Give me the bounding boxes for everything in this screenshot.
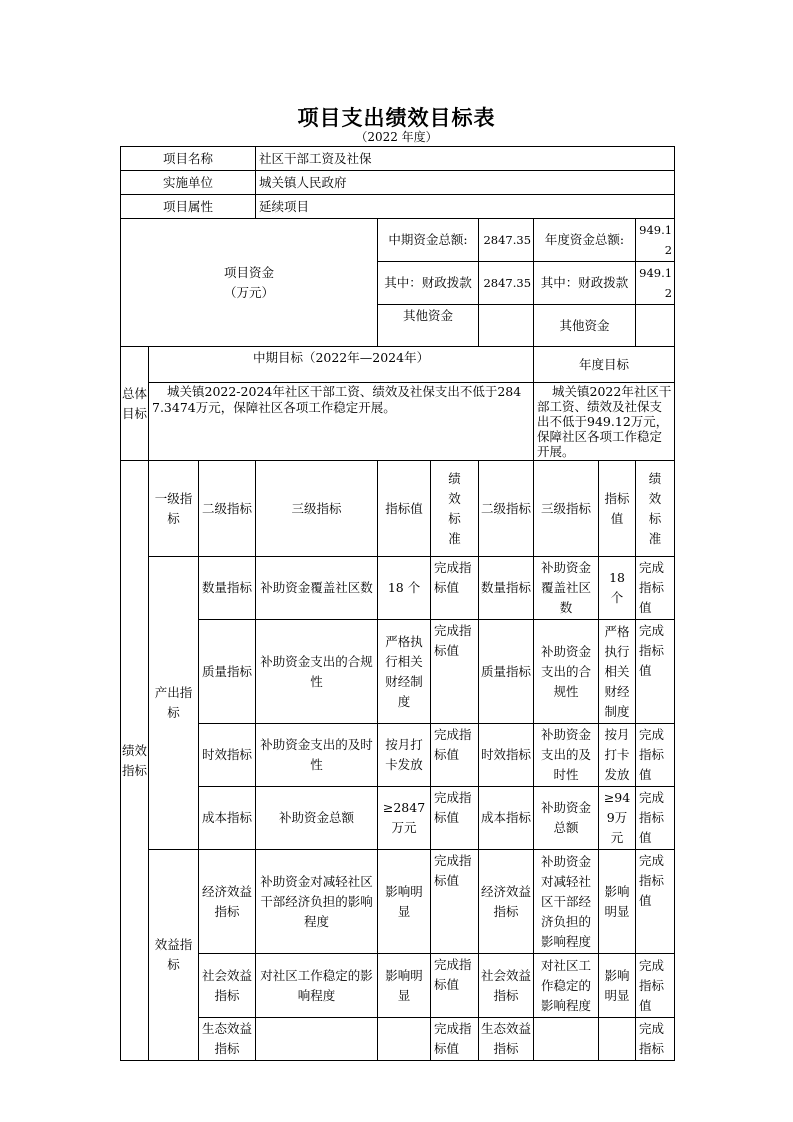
cell-l3-annual: 补助资金支出的合规性 <box>534 620 599 724</box>
cell-value-annual: ≥949万元 <box>599 787 636 850</box>
header-level1: 一级指标 <box>149 461 199 557</box>
annual-other-value <box>636 305 675 347</box>
cell-value: 18 个 <box>378 557 431 620</box>
page-title: 项目支出绩效目标表 <box>297 106 496 130</box>
row-overall-text <box>121 383 675 461</box>
cell-value-annual: 18 个 <box>599 557 636 620</box>
row-funds-total <box>121 219 675 262</box>
cell-standard: 完成指标值 <box>431 724 479 787</box>
cell-standard-annual: 完成指标值 <box>636 954 675 1018</box>
cell-l3: 对社区工作稳定的影响程度 <box>256 954 378 1018</box>
cell-value-annual: 按月打卡发放 <box>599 724 636 787</box>
level1-output: 产出指标 <box>149 557 199 850</box>
attr-label: 项目属性 <box>121 195 256 219</box>
unit-label: 实施单位 <box>121 171 256 195</box>
overall-annual-header: 年度目标 <box>534 347 675 383</box>
cell-l3-annual: 补助资金覆盖社区数 <box>534 557 599 620</box>
row-project-name <box>121 147 675 171</box>
cell-standard-annual: 完成指标值 <box>636 620 675 724</box>
annual-other-label: 其他资金 <box>534 305 636 347</box>
mid-fiscal-value: 2847.35 <box>479 262 534 305</box>
cell-value: 按月打卡发放 <box>378 724 431 787</box>
row-indicator-headers <box>121 461 675 557</box>
cell-l2-annual: 社会效益指标 <box>479 954 534 1018</box>
cell-standard: 完成指标值 <box>431 557 479 620</box>
year-line: （2022 年度） <box>355 130 438 144</box>
cell-value: 影响明显 <box>378 850 431 954</box>
table-row <box>121 850 675 954</box>
cell-standard: 完成指标值 <box>431 850 479 954</box>
cell-standard-annual: 完成指标值 <box>636 724 675 787</box>
cell-l3: 补助资金支出的合规性 <box>256 620 378 724</box>
cell-l3: 补助资金总额 <box>256 787 378 850</box>
cell-l3-annual: 对社区工作稳定的影响程度 <box>534 954 599 1018</box>
cell-standard: 完成指标值 <box>431 1018 479 1061</box>
annual-fiscal-value: 949.12 <box>636 262 675 305</box>
cell-value: 严格执行相关财经制度 <box>378 620 431 724</box>
cell-l2: 时效指标 <box>199 724 256 787</box>
cell-l2-annual: 时效指标 <box>479 724 534 787</box>
overall-mid-header: 中期目标（2022年—2024年） <box>149 347 534 383</box>
annual-fiscal-label: 其中：财政拨款 <box>534 262 636 305</box>
cell-standard-annual: 完成指标值 <box>636 557 675 620</box>
annual-total-label: 年度资金总额: <box>534 219 636 262</box>
cell-l2-annual: 数量指标 <box>479 557 534 620</box>
annual-total-value: 949.12 <box>636 219 675 262</box>
cell-value: ≥2847万元 <box>378 787 431 850</box>
table-row <box>121 954 675 1018</box>
row-project-attribute <box>121 195 675 219</box>
table-row <box>121 620 675 724</box>
table-row <box>121 724 675 787</box>
header-level2-annual: 二级指标 <box>479 461 534 557</box>
overall-label: 总体目标 <box>121 347 149 461</box>
table-row <box>121 787 675 850</box>
level1-benefit: 效益指标 <box>149 850 199 1061</box>
project-name-value: 社区干部工资及社保 <box>256 147 675 171</box>
cell-l2-annual: 成本指标 <box>479 787 534 850</box>
project-name-label: 项目名称 <box>121 147 256 171</box>
table-row <box>121 557 675 620</box>
mid-total-value: 2847.35 <box>479 219 534 262</box>
cell-l2: 数量指标 <box>199 557 256 620</box>
attr-value: 延续项目 <box>256 195 675 219</box>
cell-standard-annual: 完成指标值 <box>636 787 675 850</box>
cell-value-annual <box>599 1018 636 1061</box>
cell-value-annual: 影响明显 <box>599 850 636 954</box>
header-level3-annual: 三级指标 <box>534 461 599 557</box>
mid-fiscal-label: 其中：财政拨款 <box>378 262 479 305</box>
performance-target-table <box>120 146 675 1061</box>
cell-standard: 完成指标值 <box>431 954 479 1018</box>
cell-standard-annual: 完成指标值 <box>636 850 675 954</box>
header-standard-annual: 绩效标准 <box>636 461 675 557</box>
row-overall-header <box>121 347 675 383</box>
cell-l3: 补助资金对减轻社区干部经济负担的影响程度 <box>256 850 378 954</box>
header-value-annual: 指标值 <box>599 461 636 557</box>
header-level3: 三级指标 <box>256 461 378 557</box>
cell-value <box>378 1018 431 1061</box>
cell-l2: 经济效益指标 <box>199 850 256 954</box>
funds-label-line2: （万元） <box>224 284 275 300</box>
cell-l3-annual <box>534 1018 599 1061</box>
cell-l2-annual: 生态效益指标 <box>479 1018 534 1061</box>
header-standard: 绩效标准 <box>431 461 479 557</box>
cell-standard: 完成指标值 <box>431 620 479 724</box>
cell-l2: 生态效益指标 <box>199 1018 256 1061</box>
cell-value-annual: 严格执行相关财经制度 <box>599 620 636 724</box>
mid-other-value <box>479 305 534 347</box>
overall-mid-text: 城关镇2022-2024年社区干部工资、绩效及社保支出不低于2847.3474万元，保障社区各项工作稳定开展。 <box>149 383 534 461</box>
cell-l3: 补助资金覆盖社区数 <box>256 557 378 620</box>
cell-l2-annual: 质量指标 <box>479 620 534 724</box>
cell-standard-annual: 完成指标 <box>636 1018 675 1061</box>
mid-other-label: 其他资金 <box>378 305 479 347</box>
cell-l2: 质量指标 <box>199 620 256 724</box>
funds-label-line1: 项目资金 <box>224 264 275 280</box>
cell-l2: 成本指标 <box>199 787 256 850</box>
row-implementing-unit <box>121 171 675 195</box>
cell-value-annual: 影响明显 <box>599 954 636 1018</box>
cell-value: 影响明显 <box>378 954 431 1018</box>
cell-standard: 完成指标值 <box>431 787 479 850</box>
cell-l3: 补助资金支出的及时性 <box>256 724 378 787</box>
header-level2: 二级指标 <box>199 461 256 557</box>
header-value: 指标值 <box>378 461 431 557</box>
overall-annual-text: 城关镇2022年社区干部工资、绩效及社保支出不低于949.12万元，保障社区各项工作稳定开展。 <box>534 383 675 461</box>
cell-l3-annual: 补助资金对减轻社区干部经济负担的影响程度 <box>534 850 599 954</box>
cell-l3-annual: 补助资金支出的及时性 <box>534 724 599 787</box>
indicators-label: 绩效指标 <box>121 461 149 1061</box>
cell-l3 <box>256 1018 378 1061</box>
mid-total-label: 中期资金总额: <box>378 219 479 262</box>
table-row <box>121 1018 675 1061</box>
funds-label <box>121 219 378 347</box>
cell-l3-annual: 补助资金总额 <box>534 787 599 850</box>
unit-value: 城关镇人民政府 <box>256 171 675 195</box>
cell-l2-annual: 经济效益指标 <box>479 850 534 954</box>
cell-l2: 社会效益指标 <box>199 954 256 1018</box>
